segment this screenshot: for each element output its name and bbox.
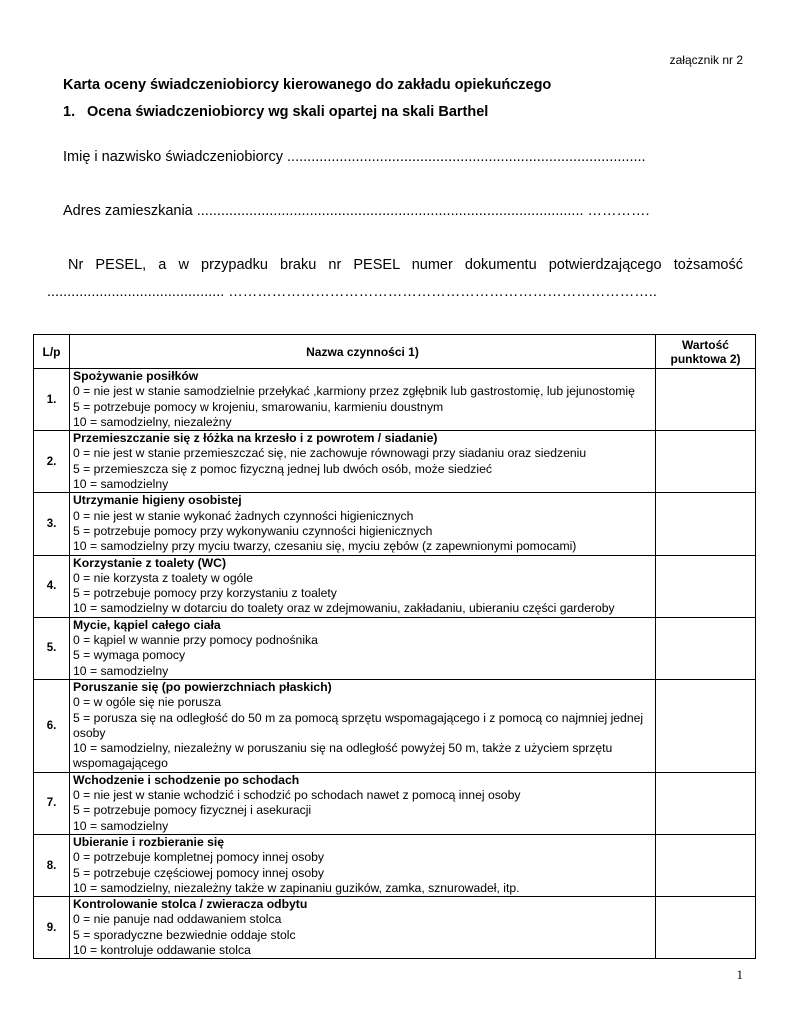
activity-description <box>70 493 656 555</box>
activity-description <box>70 431 656 493</box>
point-value-cell[interactable] <box>656 555 756 617</box>
header-lp: L/p <box>34 335 70 369</box>
table-row <box>34 617 756 679</box>
section-title <box>63 104 488 120</box>
header-activity-name: Nazwa czynności 1) <box>70 335 656 369</box>
score-option: 0 = nie korzysta z toalety w ogóle <box>73 570 253 585</box>
score-option: 5 = sporadyczne bezwiednie oddaje stolc <box>73 927 296 942</box>
score-option: 0 = w ogóle się nie porusza <box>73 695 222 710</box>
point-value-cell[interactable] <box>656 679 756 772</box>
score-option: 5 = porusza się na odległość do 50 m za pomocą sprzętu wspomagającego i z pomocą co najmniej jednej osoby <box>73 710 644 740</box>
table-row <box>34 772 756 834</box>
score-option: 0 = nie jest w stanie samodzielnie przełykać ,karmiony przez zgłębnik lub gastrostomię, lub jejunostomię <box>73 384 635 399</box>
section-title-text: Ocena świadczeniobiorcy wg skali opartej na skali Barthel <box>87 104 489 120</box>
table-row <box>34 431 756 493</box>
score-option: 0 = nie panuje nad oddawaniem stolca <box>73 912 282 927</box>
row-number: 2. <box>34 431 70 493</box>
activity-description <box>70 897 656 959</box>
score-option: 5 = potrzebuje częściowej pomocy innej osoby <box>73 865 324 880</box>
activity-description <box>70 834 656 896</box>
score-option: 0 = nie jest w stanie wchodzić i schodzić po schodach nawet z pomocą innej osoby <box>73 788 521 803</box>
table-row <box>34 679 756 772</box>
score-option: 0 = potrzebuje kompletnej pomocy innej osoby <box>73 850 325 865</box>
name-field[interactable]: Imię i nazwisko świadczeniobiorcy ......................................................................................... <box>63 149 646 165</box>
activity-name: Poruszanie się (po powierzchniach płaskich) <box>73 679 332 694</box>
barthel-scale-table <box>33 334 756 959</box>
page-number: 1 <box>736 967 743 982</box>
row-number: 4. <box>34 555 70 617</box>
row-number: 7. <box>34 772 70 834</box>
activity-description <box>70 772 656 834</box>
row-number: 1. <box>34 369 70 431</box>
point-value-cell[interactable] <box>656 493 756 555</box>
score-option: 10 = kontroluje oddawanie stolca <box>73 942 251 957</box>
activity-description <box>70 679 656 772</box>
score-option: 5 = potrzebuje pomocy przy korzystaniu z toalety <box>73 586 337 601</box>
row-number: 9. <box>34 897 70 959</box>
activity-description <box>70 555 656 617</box>
header-point-value <box>656 335 756 369</box>
table-header-row <box>34 335 756 369</box>
row-number: 8. <box>34 834 70 896</box>
point-value-cell[interactable] <box>656 834 756 896</box>
pesel-field[interactable]: ............................................ …………………………………………………………………………….. <box>47 284 657 300</box>
activity-description <box>70 617 656 679</box>
table-row <box>34 897 756 959</box>
point-value-cell[interactable] <box>656 897 756 959</box>
score-option: 5 = wymaga pomocy <box>73 648 186 663</box>
score-option: 10 = samodzielny <box>73 477 169 492</box>
activity-name: Kontrolowanie stolca / zwieracza odbytu <box>73 897 308 912</box>
table-row <box>34 834 756 896</box>
score-option: 5 = potrzebuje pomocy w krojeniu, smarowaniu, karmieniu doustnym <box>73 399 444 414</box>
score-option: 0 = kąpiel w wannie przy pomocy podnośnika <box>73 633 318 648</box>
table-row <box>34 369 756 431</box>
header-point-value-line1: Wartość <box>682 337 729 352</box>
score-option: 5 = przemieszcza się z pomoc fizyczną jednej lub dwóch osób, może siedzieć <box>73 461 492 476</box>
score-option: 5 = potrzebuje pomocy przy wykonywaniu czynności higienicznych <box>73 523 433 538</box>
row-number: 3. <box>34 493 70 555</box>
activity-name: Wchodzenie i schodzenie po schodach <box>73 772 300 787</box>
activity-name: Korzystanie z toalety (WC) <box>73 555 227 570</box>
score-option: 10 = samodzielny, niezależny <box>73 414 232 429</box>
header-point-value-line2: punktowa 2) <box>670 351 741 366</box>
score-option: 10 = samodzielny, niezależny w poruszaniu się na odległość powyżej 50 m, także z użyciem sprzętu wspomagającego <box>73 741 613 771</box>
score-option: 5 = potrzebuje pomocy fizycznej i asekuracji <box>73 803 312 818</box>
row-number: 6. <box>34 679 70 772</box>
address-field[interactable]: Adres zamieszkania ................................................................................................ …………. <box>63 203 650 219</box>
document-title: Karta oceny świadczeniobiorcy kierowanego do zakładu opiekuńczego <box>63 77 552 93</box>
point-value-cell[interactable] <box>656 617 756 679</box>
row-number: 5. <box>34 617 70 679</box>
activity-name: Spożywanie posiłków <box>73 369 199 383</box>
score-option: 10 = samodzielny <box>73 663 169 678</box>
section-number: 1. <box>63 104 76 120</box>
score-option: 10 = samodzielny przy myciu twarzy, czesaniu się, myciu zębów (z zapewnionymi pomocami) <box>73 539 577 554</box>
point-value-cell[interactable] <box>656 431 756 493</box>
score-option: 0 = nie jest w stanie przemieszczać się, nie zachowuje równowagi przy siadaniu oraz siedzeniu <box>73 446 587 461</box>
table-row <box>34 493 756 555</box>
activity-name: Mycie, kąpiel całego ciała <box>73 617 221 632</box>
activity-name: Ubieranie i rozbieranie się <box>73 834 225 849</box>
table-row <box>34 555 756 617</box>
attachment-label: załącznik nr 2 <box>669 53 743 67</box>
activity-name: Utrzymanie higieny osobistej <box>73 493 242 508</box>
score-option: 10 = samodzielny w dotarciu do toalety oraz w zdejmowaniu, zakładaniu, ubieraniu części garderoby <box>73 601 615 616</box>
point-value-cell[interactable] <box>656 772 756 834</box>
point-value-cell[interactable] <box>656 369 756 431</box>
pesel-label: Nr PESEL, a w przypadku braku nr PESEL numer dokumentu potwierdzającego tożsamość <box>68 257 743 273</box>
score-option: 10 = samodzielny, niezależny także w zapinaniu guzików, zamka, sznurowadeł, itp. <box>73 880 520 895</box>
activity-name: Przemieszczanie się z łóżka na krzesło i z powrotem / siadanie) <box>73 431 438 446</box>
score-option: 10 = samodzielny <box>73 818 169 833</box>
activity-description <box>70 369 656 431</box>
score-option: 0 = nie jest w stanie wykonać żadnych czynności higienicznych <box>73 508 414 523</box>
